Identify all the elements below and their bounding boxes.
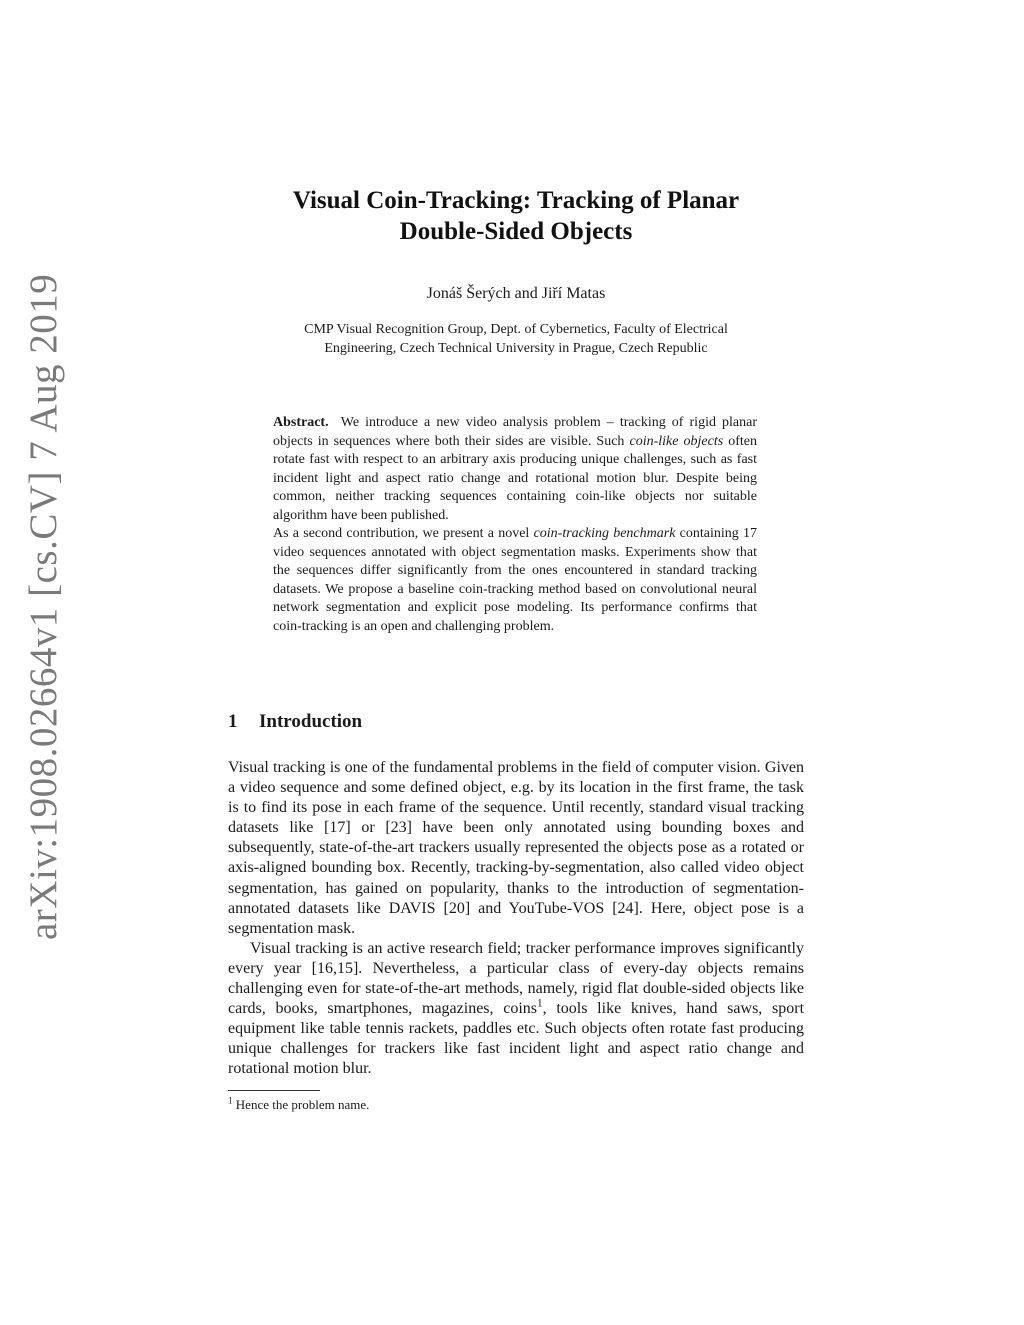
abstract [273, 414, 757, 636]
abstract-text: containing 17 video sequences annotated with object segmentation masks. Experiments show that the sequences differ significantly from the ones encountered in standard tracking datasets. We propose a baseline coin-tracking method based on convolutional neural network segmentation and explicit pose modeling. Its performance confirms that coin-tracking is an open and challenging problem. [273, 526, 757, 634]
abstract-emphasis: coin-tracking benchmark [533, 526, 676, 541]
body-paragraph-2 [228, 939, 804, 1080]
footnote [228, 1096, 369, 1113]
introduction-body [228, 758, 804, 1080]
section-heading [228, 710, 362, 734]
footnote-reference: 1 [537, 997, 543, 1010]
abstract-text: As a second contribution, we present a novel [273, 526, 534, 541]
abstract-text: often rotate fast with respect to an arbitrary axis producing unique challenges, such as fast incident light and aspect ratio change and rotational motion blur. Despite being common, neither tracking sequences containing coin-like objects nor suitable algorithm have been published. [273, 433, 757, 523]
abstract-text: We introduce a new video analysis problem – tracking of rigid planar objects in sequences where both their sides are visible. Such [273, 415, 758, 449]
affiliation-line-2: Engineering, Czech Technical University in Prague, Czech Republic [324, 341, 708, 356]
arxiv-identifier-stamp: arXiv:1908.02664v1 [cs.CV] 7 Aug 2019 [22, 273, 65, 940]
footnote-divider [228, 1090, 320, 1091]
section-number: 1 [228, 711, 238, 732]
affiliation [228, 320, 804, 358]
abstract-label: Abstract. [273, 415, 329, 430]
title-line-2: Double-Sided Objects [399, 218, 633, 245]
footnote-mark: 1 [228, 1095, 233, 1106]
title-line-1: Visual Coin-Tracking: Tracking of Planar [292, 187, 740, 214]
abstract-paragraph-2 [273, 525, 757, 636]
body-text: , tools like knives, hand saws, sport equipment like table tennis rackets, paddles etc. Such objects often rotate fast producing unique challenges for trackers like fast incident light and aspect ratio change and rotational motion blur. [228, 1000, 805, 1078]
paper-title [228, 185, 804, 247]
footnote-text: Hence the problem name. [235, 1097, 370, 1112]
affiliation-line-1: CMP Visual Recognition Group, Dept. of Cybernetics, Faculty of Electrical [304, 322, 728, 337]
section-title: Introduction [259, 711, 363, 732]
authors: Jonáš Šerých and Jiří Matas [426, 285, 606, 302]
body-text: Visual tracking is an active research field; tracker performance improves significantly every year [16,15]. Nevertheless, a particular class of every-day objects remains challenging even for state-of-the-art methods, namely, rigid flat double-sided objects like cards, books, smartphones, magazines, coins [228, 939, 804, 1018]
body-paragraph-1: Visual tracking is one of the fundamental problems in the field of computer vision. Given a video sequence and some defined object, e.g. by its location in the first frame, the task is to find its pose in each frame of the sequence. Until recently, standard visual tracking datasets like [17] or [23] have been only annotated using bounding boxes and subsequently, state-of-the-art trackers usually represented the objects pose as a rotated or axis-aligned bounding box. Recently, tracking-by-segmentation, also called video object segmentation, has gained on popularity, thanks to the introduction of segmentation-annotated datasets like DAVIS [20] and YouTube-VOS [24]. Here, object pose is a segmentation mask. [228, 759, 804, 937]
abstract-emphasis: coin-like objects [629, 433, 724, 449]
abstract-paragraph-1 [273, 414, 757, 525]
